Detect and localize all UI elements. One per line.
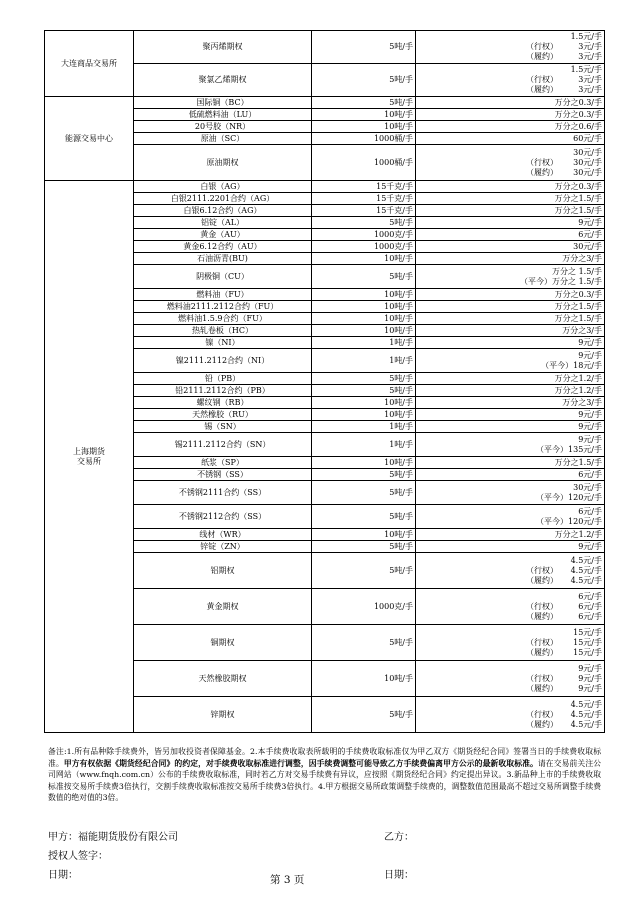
fee-line <box>418 267 602 277</box>
remarks-part1: 备注:1.所有品种除手续费外，皆另加收投资者保障基金。2.本手续费收取表所载明的手续费收取标准仅为甲乙双方《期货经纪合同》签署当日的手续费收取标准。 <box>48 747 601 768</box>
contract-unit: 10吨/手 <box>312 409 416 421</box>
fee-line <box>418 314 602 324</box>
fee-cell <box>416 265 605 289</box>
fee-value: 3元/手 <box>578 85 602 94</box>
fee-value: （平今）120元/手 <box>536 492 602 502</box>
fee-line <box>418 445 602 455</box>
fee-line <box>418 194 602 204</box>
fee-value: 9元/手 <box>578 683 602 693</box>
product-name: 阴极铜（CU） <box>134 265 312 289</box>
contract-unit: 1000克/手 <box>312 241 416 253</box>
contract-unit: 5吨/手 <box>312 541 416 553</box>
contract-unit: 1吨/手 <box>312 349 416 373</box>
fee-line <box>418 148 602 158</box>
page-number: 第 3 页 <box>270 874 305 886</box>
fee-line <box>418 435 602 445</box>
fee-value: 4.5元/手 <box>570 575 602 585</box>
fee-cell <box>416 313 605 325</box>
product-name: 国际铜（BC） <box>134 97 312 109</box>
product-name: 铅2111.2112合约（PB） <box>134 385 312 397</box>
fee-value: 3元/手 <box>578 75 602 84</box>
fee-cell <box>416 349 605 373</box>
date-b: 日期： <box>384 870 414 881</box>
fee-cell <box>416 121 605 133</box>
fee-tag: （行权） <box>526 75 558 84</box>
fee-value: 30元/手 <box>573 482 602 492</box>
fee-line <box>418 85 602 95</box>
fee-line <box>418 206 602 216</box>
contract-unit: 5吨/手 <box>312 625 416 661</box>
fee-tag: （履约） <box>526 719 558 729</box>
fee-value: 30元/手 <box>573 167 602 177</box>
fee-value: 9元/手 <box>578 663 602 673</box>
exchange-name: 能源交易中心 <box>45 97 134 181</box>
fee-line <box>418 612 602 622</box>
fee-cell <box>416 97 605 109</box>
fee-cell <box>416 109 605 121</box>
fee-line <box>418 242 602 252</box>
fee-line <box>418 158 602 168</box>
contract-unit: 10吨/手 <box>312 289 416 301</box>
fee-cell <box>416 193 605 205</box>
party-b: 乙方： <box>384 832 414 843</box>
fee-value: 3元/手 <box>578 52 602 61</box>
fee-cell <box>416 373 605 385</box>
product-name: 天然橡胶（RU） <box>134 409 312 421</box>
fee-line <box>418 517 602 527</box>
fee-table <box>44 30 605 733</box>
contract-unit: 5吨/手 <box>312 217 416 229</box>
fee-tag: （行权） <box>526 565 558 575</box>
fee-cell <box>416 241 605 253</box>
fee-value: 9元/手 <box>578 337 602 347</box>
fee-value: （平今）120元/手 <box>536 516 602 526</box>
fee-line <box>418 398 602 408</box>
product-name: 20号胶（NR） <box>134 121 312 133</box>
product-name: 锡2111.2112合约（SN） <box>134 433 312 457</box>
fee-line <box>418 422 602 432</box>
fee-line <box>418 110 602 120</box>
fee-cell <box>416 181 605 193</box>
fee-value: 万分之1.5/手 <box>554 193 602 203</box>
fee-cell <box>416 229 605 241</box>
fee-line <box>418 684 602 694</box>
fee-line <box>418 52 602 62</box>
fee-cell <box>416 553 605 589</box>
contract-unit: 1吨/手 <box>312 433 416 457</box>
contract-unit: 10吨/手 <box>312 109 416 121</box>
fee-line <box>418 326 602 336</box>
product-name: 不锈钢2112合约（SS） <box>134 505 312 529</box>
fee-line <box>418 493 602 503</box>
fee-value: 1.5元/手 <box>570 65 602 74</box>
fee-value: （平今）万分之 1.5/手 <box>520 276 602 286</box>
contract-unit: 5吨/手 <box>312 373 416 385</box>
contract-unit: 5吨/手 <box>312 697 416 733</box>
fee-line <box>418 664 602 674</box>
fee-line <box>418 483 602 493</box>
fee-cell <box>416 697 605 733</box>
fee-line <box>418 458 602 468</box>
fee-value: 9元/手 <box>578 217 602 227</box>
date-a: 日期： <box>48 870 78 881</box>
contract-unit: 1000克/手 <box>312 589 416 625</box>
fee-value: 6元/手 <box>578 229 602 239</box>
contract-unit: 5吨/手 <box>312 469 416 481</box>
contract-unit: 5吨/手 <box>312 385 416 397</box>
fee-tag: （行权） <box>526 601 558 611</box>
fee-value: 万分之3/手 <box>562 397 602 407</box>
product-name: 天然橡胶期权 <box>134 661 312 697</box>
contract-unit: 15千克/手 <box>312 181 416 193</box>
product-name: 黄金6.12合约（AU） <box>134 241 312 253</box>
contract-unit: 10吨/手 <box>312 121 416 133</box>
product-name: 燃料油（FU） <box>134 289 312 301</box>
product-name: 铝锭（AL） <box>134 217 312 229</box>
exchange-name: 上海期货 交易所 <box>45 181 134 733</box>
contract-unit: 5吨/手 <box>312 64 416 97</box>
fee-cell <box>416 505 605 529</box>
fee-cell <box>416 145 605 181</box>
contract-unit: 1000克/手 <box>312 229 416 241</box>
fee-cell <box>416 457 605 469</box>
product-name: 原油（SC） <box>134 133 312 145</box>
fee-value: 30元/手 <box>573 157 602 167</box>
fee-value: 万分之0.6/手 <box>554 121 602 131</box>
product-name: 锌期权 <box>134 697 312 733</box>
fee-value: 6元/手 <box>578 506 602 516</box>
contract-unit: 10吨/手 <box>312 529 416 541</box>
fee-line <box>418 576 602 586</box>
remarks-bold: 甲方有权依据《期货经纪合同》的约定，对手续费收取标准进行调整，因手续费调整可能导致乙方手续费偏离甲方公示的最新收取标准。 <box>63 758 538 768</box>
fee-value: 1.5元/手 <box>570 32 602 41</box>
contract-unit: 10吨/手 <box>312 313 416 325</box>
fee-value: 30元/手 <box>573 147 602 157</box>
fee-cell <box>416 253 605 265</box>
fee-cell <box>416 205 605 217</box>
product-name: 纸浆（SP） <box>134 457 312 469</box>
fee-line <box>418 134 602 144</box>
contract-unit: 5吨/手 <box>312 97 416 109</box>
fee-value: 9元/手 <box>578 541 602 551</box>
fee-line <box>418 674 602 684</box>
fee-value: 4.5元/手 <box>570 709 602 719</box>
fee-cell <box>416 433 605 457</box>
contract-unit: 1000桶/手 <box>312 145 416 181</box>
fee-value: 30元/手 <box>573 241 602 251</box>
fee-value: 万分之1.5/手 <box>554 205 602 215</box>
fee-value: 9元/手 <box>578 350 602 360</box>
fee-value: 万分之1.2/手 <box>554 373 602 383</box>
fee-line <box>418 470 602 480</box>
fee-line <box>418 386 602 396</box>
fee-tag: （履约） <box>526 647 558 657</box>
fee-value: 9元/手 <box>578 673 602 683</box>
fee-cell <box>416 529 605 541</box>
fee-value: 万分之3/手 <box>562 253 602 263</box>
fee-tag: （履约） <box>526 611 558 621</box>
fee-cell <box>416 385 605 397</box>
fee-line <box>418 720 602 730</box>
product-name: 原油期权 <box>134 145 312 181</box>
fee-value: （平今）135元/手 <box>536 444 602 454</box>
fee-cell <box>416 397 605 409</box>
fee-value: 9元/手 <box>578 409 602 419</box>
fee-line <box>418 602 602 612</box>
product-name: 黄金期权 <box>134 589 312 625</box>
fee-value: 万分之0.3/手 <box>554 109 602 119</box>
fee-line <box>418 32 602 42</box>
fee-value: 9元/手 <box>578 421 602 431</box>
fee-cell <box>416 661 605 697</box>
fee-tag: （履约） <box>526 167 558 177</box>
fee-cell <box>416 301 605 313</box>
fee-line <box>418 710 602 720</box>
fee-line <box>418 75 602 85</box>
fee-cell <box>416 337 605 349</box>
fee-line <box>418 65 602 75</box>
contract-unit: 10吨/手 <box>312 253 416 265</box>
fee-line <box>418 254 602 264</box>
fee-value: 4.5元/手 <box>570 555 602 565</box>
fee-cell <box>416 421 605 433</box>
product-name: 热轧卷板（HC） <box>134 325 312 337</box>
contract-unit: 15千克/手 <box>312 193 416 205</box>
product-name: 铜期权 <box>134 625 312 661</box>
product-name: 锡（SN） <box>134 421 312 433</box>
authorized-signature: 授权人签字： <box>48 851 108 862</box>
fee-value: 万分之0.3/手 <box>554 289 602 299</box>
fee-tag: （行权） <box>526 42 558 51</box>
table-row <box>45 97 605 109</box>
fee-tag: （行权） <box>526 709 558 719</box>
fee-value: 万分之3/手 <box>562 325 602 335</box>
fee-value: 万分之0.3/手 <box>554 181 602 191</box>
fee-value: 万分之 1.5/手 <box>552 266 602 276</box>
fee-line <box>418 592 602 602</box>
product-name: 低硫燃料油（LU） <box>134 109 312 121</box>
fee-line <box>418 530 602 540</box>
fee-cell <box>416 64 605 97</box>
fee-line <box>418 98 602 108</box>
fee-line <box>418 556 602 566</box>
fee-tag: （履约） <box>526 683 558 693</box>
fee-value: （平今）18元/手 <box>541 360 602 370</box>
fee-cell <box>416 289 605 301</box>
fee-value: 万分之1.5/手 <box>554 457 602 467</box>
contract-unit: 5吨/手 <box>312 505 416 529</box>
product-name: 燃料油2111.2112合约（FU） <box>134 301 312 313</box>
fee-value: 15元/手 <box>573 647 602 657</box>
fee-line <box>418 374 602 384</box>
fee-value: 万分之1.2/手 <box>554 529 602 539</box>
contract-unit: 10吨/手 <box>312 397 416 409</box>
fee-cell <box>416 325 605 337</box>
party-a: 甲方：福能期货股份有限公司 <box>48 832 178 843</box>
product-name: 石油沥青(BU) <box>134 253 312 265</box>
fee-line <box>418 638 602 648</box>
remarks-part3: 请在交易前关注公司网站（www.fnqh.com.cn）公布的手续费收取标准，同时若乙方对交易手续费有异议，应按照《期货经纪合同》约定提出异议。3.新品种上市的手续费收取标准按交易所手续费3倍执行，交割手续费收取标准按交易所手续费3倍执行。4.甲方根据交易所政策调整手续费的，调整数值范围最高不超过交易所调整手续费数值的绝对值的3倍。 <box>48 758 602 802</box>
product-name: 黄金（AU） <box>134 229 312 241</box>
fee-cell <box>416 133 605 145</box>
fee-line <box>418 277 602 287</box>
fee-value: 3元/手 <box>578 42 602 51</box>
fee-line <box>418 338 602 348</box>
product-name: 线材（WR） <box>134 529 312 541</box>
fee-line <box>418 648 602 658</box>
fee-line <box>418 351 602 361</box>
fee-line <box>418 122 602 132</box>
fee-cell <box>416 481 605 505</box>
fee-value: 6元/手 <box>578 601 602 611</box>
fee-line <box>418 361 602 371</box>
fee-cell <box>416 469 605 481</box>
fee-line <box>418 218 602 228</box>
product-name: 镍2111.2112合约（NI） <box>134 349 312 373</box>
fee-cell <box>416 625 605 661</box>
fee-line <box>418 168 602 178</box>
contract-unit: 1吨/手 <box>312 421 416 433</box>
fee-value: 4.5元/手 <box>570 565 602 575</box>
product-name: 不锈钢（SS） <box>134 469 312 481</box>
fee-value: 9元/手 <box>578 434 602 444</box>
fee-cell <box>416 589 605 625</box>
product-name: 白银（AG） <box>134 181 312 193</box>
product-name: 白银2111.2201合约（AG） <box>134 193 312 205</box>
fee-value: 万分之1.5/手 <box>554 301 602 311</box>
contract-unit: 10吨/手 <box>312 457 416 469</box>
fee-value: 60元/手 <box>573 133 602 143</box>
contract-unit: 10吨/手 <box>312 301 416 313</box>
fee-line <box>418 700 602 710</box>
contract-unit: 5吨/手 <box>312 31 416 64</box>
table-row <box>45 31 605 64</box>
fee-value: 万分之1.5/手 <box>554 313 602 323</box>
contract-unit: 5吨/手 <box>312 481 416 505</box>
fee-line <box>418 302 602 312</box>
fee-line <box>418 542 602 552</box>
product-name: 白银6.12合约（AG） <box>134 205 312 217</box>
fee-tag: （行权） <box>526 637 558 647</box>
contract-unit: 15千克/手 <box>312 205 416 217</box>
fee-tag: （行权） <box>526 157 558 167</box>
fee-line <box>418 628 602 638</box>
fee-line <box>418 566 602 576</box>
fee-value: 6元/手 <box>578 611 602 621</box>
product-name: 聚氯乙烯期权 <box>134 64 312 97</box>
table-row <box>45 181 605 193</box>
contract-unit: 5吨/手 <box>312 553 416 589</box>
fee-tag: （履约） <box>526 575 558 585</box>
fee-line <box>418 230 602 240</box>
contract-unit: 5吨/手 <box>312 265 416 289</box>
product-name: 不锈钢2111合约（SS） <box>134 481 312 505</box>
fee-cell <box>416 31 605 64</box>
contract-unit: 1000桶/手 <box>312 133 416 145</box>
fee-value: 6元/手 <box>578 469 602 479</box>
product-name: 聚丙烯期权 <box>134 31 312 64</box>
fee-tag: （行权） <box>526 673 558 683</box>
contract-unit: 10吨/手 <box>312 325 416 337</box>
fee-value: 万分之0.3/手 <box>554 97 602 107</box>
fee-line <box>418 410 602 420</box>
product-name: 铅（PB） <box>134 373 312 385</box>
fee-line <box>418 507 602 517</box>
fee-line <box>418 182 602 192</box>
product-name: 螺纹钢（RB） <box>134 397 312 409</box>
fee-value: 15元/手 <box>573 637 602 647</box>
remarks <box>48 746 601 804</box>
fee-value: 6元/手 <box>578 591 602 601</box>
exchange-name: 大连商品交易所 <box>45 31 134 97</box>
product-name: 铝期权 <box>134 553 312 589</box>
fee-tag: （履约） <box>526 85 558 94</box>
fee-value: 15元/手 <box>573 627 602 637</box>
fee-cell <box>416 541 605 553</box>
product-name: 镍（NI） <box>134 337 312 349</box>
product-name: 锌锭（ZN） <box>134 541 312 553</box>
fee-tag: （履约） <box>526 52 558 61</box>
product-name: 燃料油1.5.9合约（FU） <box>134 313 312 325</box>
fee-cell <box>416 409 605 421</box>
fee-line <box>418 290 602 300</box>
fee-value: 4.5元/手 <box>570 699 602 709</box>
fee-value: 万分之1.2/手 <box>554 385 602 395</box>
contract-unit: 10吨/手 <box>312 661 416 697</box>
fee-cell <box>416 217 605 229</box>
fee-line <box>418 42 602 52</box>
contract-unit: 1吨/手 <box>312 337 416 349</box>
fee-value: 4.5元/手 <box>570 719 602 729</box>
